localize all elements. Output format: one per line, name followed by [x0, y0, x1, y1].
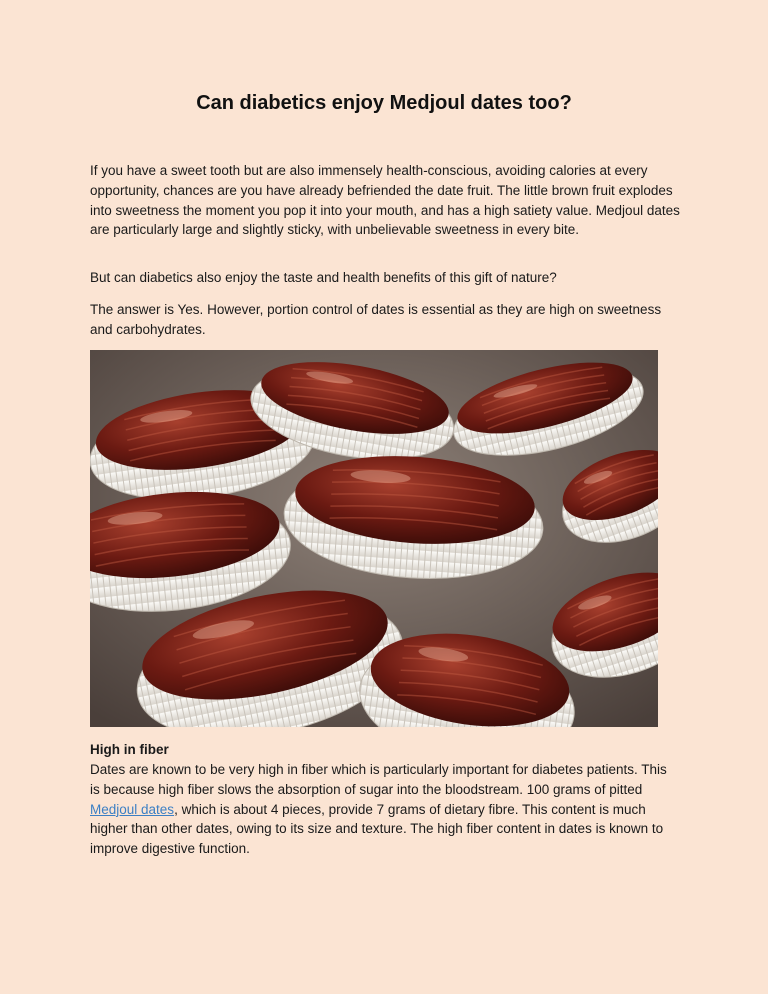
question-paragraph: But can diabetics also enjoy the taste and health benefits of this gift of nature?: [90, 270, 557, 285]
page-title: Can diabetics enjoy Medjoul dates too?: [196, 92, 572, 114]
answer-paragraph: The answer is Yes. However, portion control of dates is essential as they are high on sweetness and carbohydrates.: [90, 302, 662, 337]
fiber-text-before-link: Dates are known to be very high in fiber which is particularly important for diabetes patients. This is because high fiber slows the absorption of sugar into the bloodstream. 100 grams of pitted: [90, 762, 667, 797]
intro-paragraph: If you have a sweet tooth but are also immensely health-conscious, avoiding calories at every opportunity, chances are you have already befriended the date fruit. The little brown fruit explodes into sweetness the moment you pop it into your mouth, and has a high satiety value. Medjoul dates are particularly large and slightly sticky, with unbelievable sweetness in every bite.: [90, 163, 680, 238]
fiber-text-after-link: , which is about 4 pieces, provide 7 grams of dietary fibre. This content is much higher than other dates, owing to its size and texture. The high fiber content in dates is known to improve digestive function.: [90, 801, 664, 857]
fiber-paragraph: [90, 760, 680, 859]
medjoul-dates-photo: [90, 350, 658, 727]
dates-illustration: [90, 350, 658, 727]
fiber-section-heading: High in fiber: [90, 742, 169, 757]
medjoul-dates-link[interactable]: Medjoul dates: [90, 801, 175, 817]
